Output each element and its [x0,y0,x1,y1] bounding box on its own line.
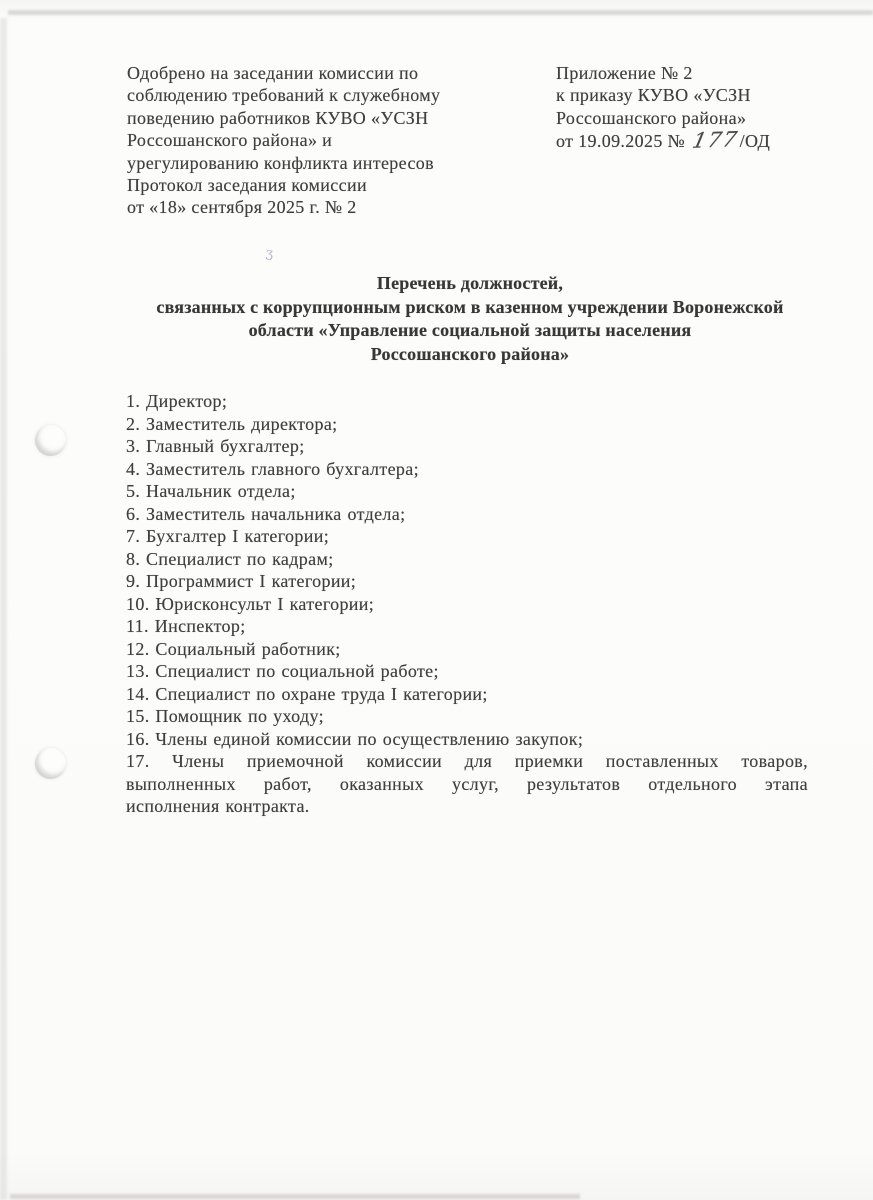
hole-punch-icon [35,748,66,779]
list-item: 2. Заместитель директора; [126,413,338,434]
ink-smudge: ʒ [264,245,275,262]
positions-list [126,390,808,818]
list-item: 1. Директор; [126,391,228,411]
title-line: связанных с коррупционным риском в казенном учреждении Воронежской [156,296,784,317]
text-line: урегулированию конфликта интересов [127,152,434,173]
text-line: к приказу КУВО «УСЗН [556,85,751,106]
list-item: 8. Специалист по кадрам; [126,548,334,569]
list-item: 13. Специалист по социальной работе; [126,661,439,681]
list-item-17-line: выполненных работ, оказанных услуг, результатов отдельного этапа [126,773,808,794]
text-line: Россошанского района» и [127,130,333,151]
list-item-17-line: исполнения контракта. [126,796,310,816]
scan-edge-bottom [10,1194,580,1199]
order-line-prefix: от 19.09.2025 № [556,131,686,152]
approval-note [127,62,440,219]
list-item: 4. Заместитель главного бухгалтера; [126,458,419,479]
title-line: области «Управление социальной защиты населения [248,320,692,341]
handwritten-order-number: 177 [690,127,741,153]
title-line: Россошанского района» [370,344,570,365]
appendix-note [556,62,770,153]
list-item: 5. Начальник отдела; [126,481,296,501]
list-item: 11. Инспектор; [126,616,246,636]
document-title [100,272,840,367]
list-item: 10. Юрисконсульт I категории; [126,593,375,614]
list-item: 6. Заместитель начальника отдела; [126,503,406,524]
list-item: 16. Члены единой комиссии по осуществлению закупок; [126,728,584,749]
title-line: Перечень должностей, [376,273,564,293]
scan-edge-top [8,10,873,15]
order-line-suffix: /ОД [739,131,771,152]
scan-edge-left [0,18,7,1200]
text-line: соблюдению требований к служебному [127,85,441,106]
list-item: 12. Социальный работник; [126,638,341,659]
list-item-17-line: 17. Члены приемочной комиссии для приемки поставленных товаров, [126,751,808,771]
text-line: поведению работников КУВО «УСЗН [127,107,429,128]
text-line: Одобрено на заседании комиссии по [127,63,419,83]
text-line: от «18» сентября 2025 г. № 2 [127,197,357,218]
list-item: 15. Помощник по уходу; [126,706,324,726]
list-item: 9. Программист I категории; [126,571,357,591]
text-line: Протокол заседания комиссии [127,175,367,196]
list-item: 7. Бухгалтер I категории; [126,526,330,546]
text-line: Приложение № 2 [556,63,693,83]
text-line: Россошанского района» [556,107,747,128]
list-item: 14. Специалист по охране труда I категории; [126,683,488,704]
list-item: 3. Главный бухгалтер; [126,436,305,456]
order-number-line [556,129,770,152]
hole-punch-icon [35,425,66,456]
